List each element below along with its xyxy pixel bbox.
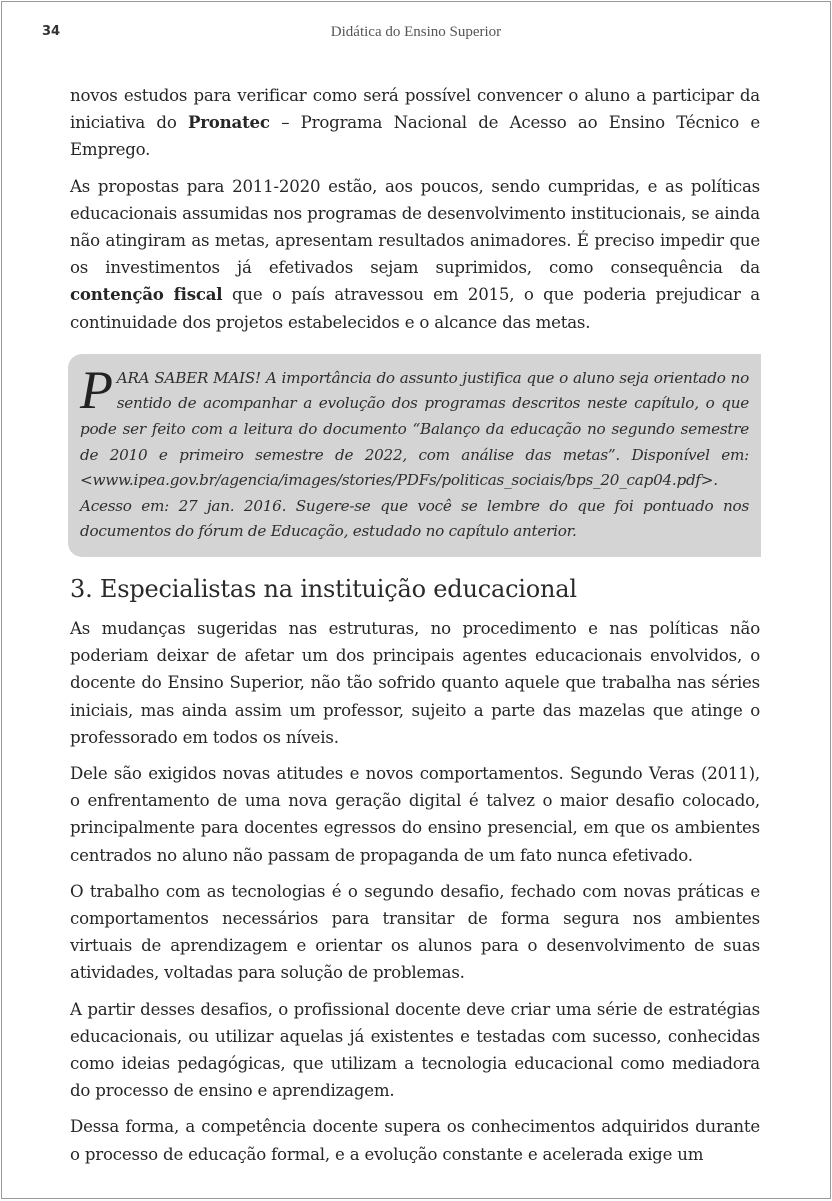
page-body <box>70 82 760 1177</box>
page-number: 34 <box>42 24 61 39</box>
paragraph: As propostas para 2011-2020 estão, aos poucos, sendo cumpridas, e as políticas educacionais assumidas nos programas de desenvolvimento institucionais, se ainda não atingiram as metas, apresentam resultados animadores. É preciso impedir que os investimentos já efetivados sejam suprimidos, como consequência da contenção fiscal que o país atravessou em 2015, o que poderia prejudicar a continuidade dos projetos estabelecidos e o alcance das metas. <box>70 176 761 332</box>
running-title: Didática do Ensino Superior <box>330 24 502 40</box>
page-header <box>2 24 830 44</box>
book-page <box>1 1 831 1199</box>
drop-cap: P <box>80 359 113 420</box>
para-saber-mais-box <box>68 354 761 557</box>
paragraph: Dessa forma, a competência docente supera os conhecimentos adquiridos durante o processo de educação formal, e a evolução constante e acelerada exige um <box>70 1117 760 1164</box>
paragraph: As mudanças sugeridas nas estruturas, no procedimento e nas políticas não poderiam deixar de afetar um dos principais agentes educacionais envolvidos, o docente do Ensino Superior, não tão sofrido quanto aquele que trabalha nas séries iniciais, mas ainda assim um professor, sujeito a parte das mazelas que atinge o professorado em todos os níveis. <box>70 618 760 747</box>
paragraph: novos estudos para verificar como será possível convencer o aluno a participar da iniciativa do Pronatec – Programa Nacional de Acesso ao Ensino Técnico e Emprego. <box>70 86 760 160</box>
paragraph: A partir desses desafios, o profissional docente deve criar uma série de estratégias educacionais, ou utilizar aquelas já existentes e testadas com sucesso, conhecidas como ideias pedagógicas, que utilizam a tecnologia educacional como mediadora do processo de ensino e aprendizagem. <box>70 999 760 1101</box>
callout-text <box>80 359 749 545</box>
bold-term: Pronatec <box>187 112 270 133</box>
callout-body: ARA SABER MAIS! A importância do assunto justifica que o aluno seja orientado no sentido de acompanhar a evolução dos programas descritos neste capítulo, o que pode ser feito com a leitura do documento “Balanço da educação no segundo semestre de 2010 e primeiro semestre de 2022, com análise das metas”. Disponível em: <www.ipea.gov.br/agencia/images/stories/PDFs/politicas_sociais/bps_20_cap04.pdf>. Acesso em: 27 jan. 2016. Sugere-se que você se lembre do que foi pontuado nos documentos do fórum de Educação, estudado no capítulo anterior. <box>80 368 749 541</box>
section-heading: 3. Especialistas na instituição educacional <box>70 574 577 603</box>
paragraph: Dele são exigidos novas atitudes e novos comportamentos. Segundo Veras (2011), o enfrentamento de uma nova geração digital é talvez o maior desafio colocado, principalmente para docentes egressos do ensino presencial, em que os ambientes centrados no aluno não passam de propaganda de um fato nunca efetivado. <box>70 764 760 865</box>
paragraph: O trabalho com as tecnologias é o segundo desafio, fechado com novas práticas e comportamentos necessários para transitar de forma segura nos ambientes virtuais de aprendizagem e orientar os alunos para o desenvolvimento de suas atividades, voltadas para solução de problemas. <box>70 881 760 983</box>
bold-term: contenção fiscal <box>70 284 223 305</box>
